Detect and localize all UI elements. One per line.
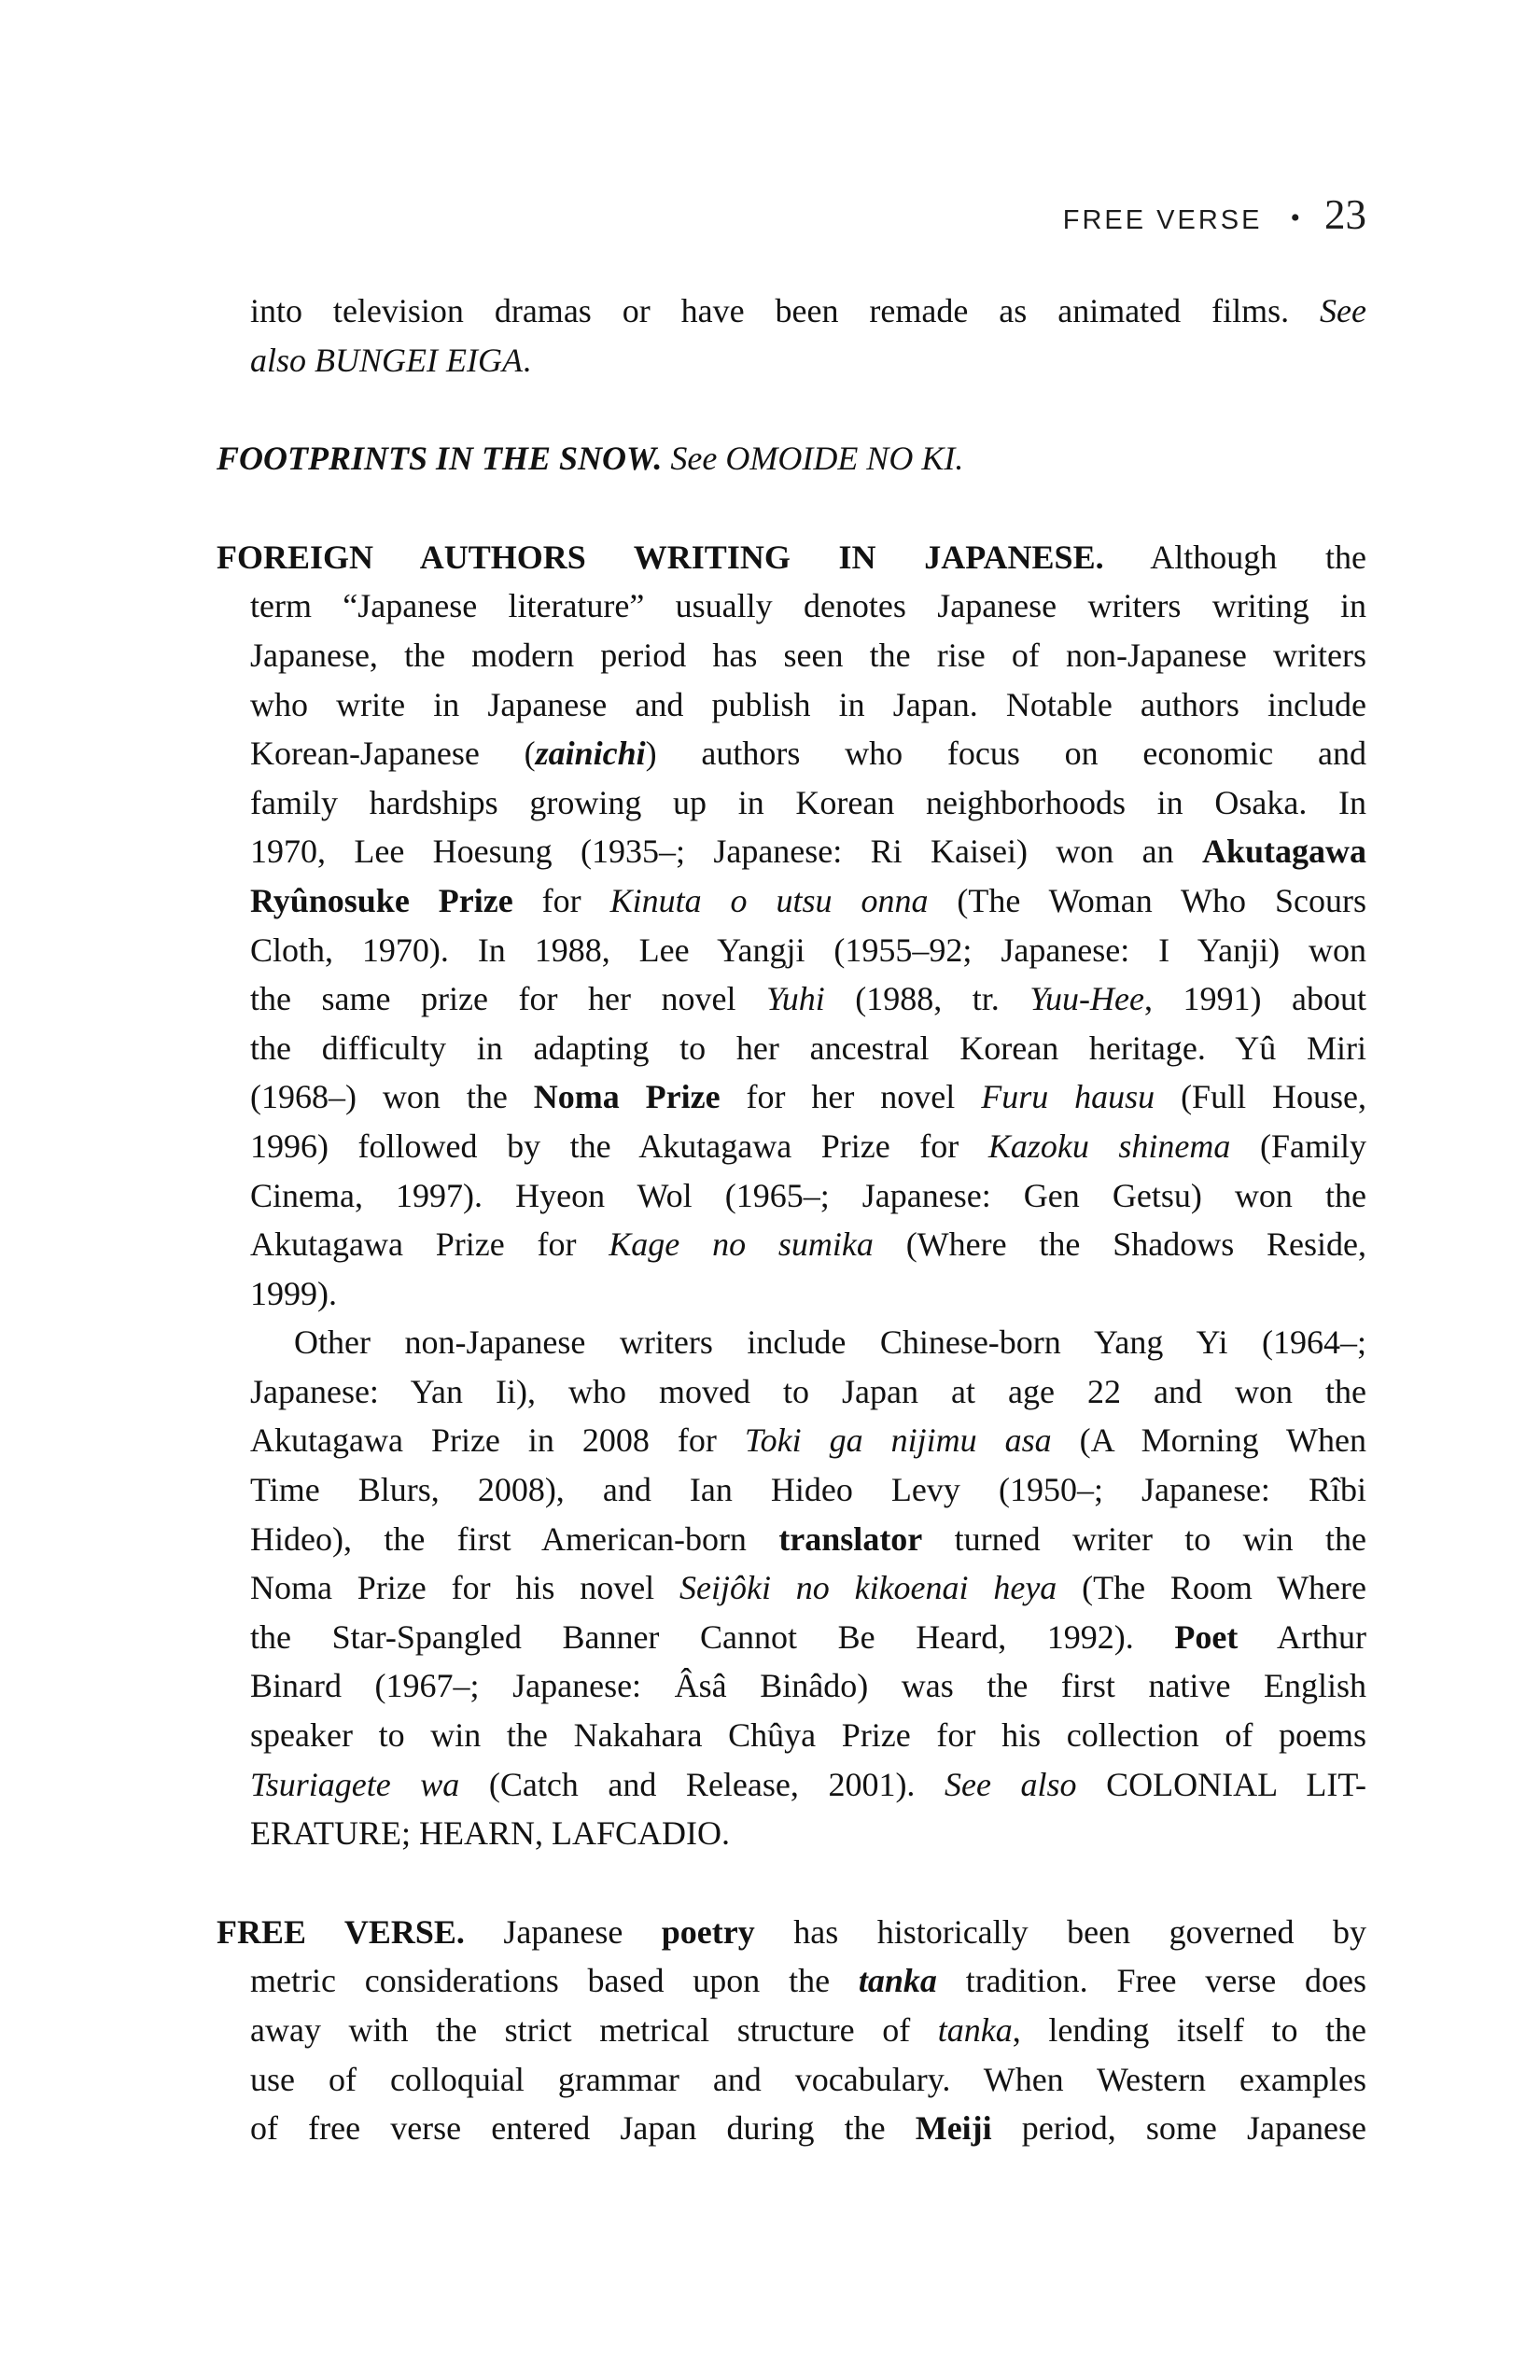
text-segment: ERATURE; HEARN, LAFCADIO. <box>250 1814 731 1853</box>
text-segment: COLONIAL LIT- <box>1076 1765 1366 1803</box>
text-segment: the difficulty in adapting to her ancestral Korean heritage. Yû Miri <box>250 1029 1366 1067</box>
text-segment: metric considerations based upon the <box>250 1962 859 2000</box>
text-segment: for <box>512 881 610 919</box>
text-segment: ) authors who focus on economic and <box>645 735 1367 773</box>
text-segment: , lending itself to the <box>1012 2011 1366 2049</box>
text-segment: Kazoku shinema <box>987 1127 1231 1165</box>
text-line <box>217 1809 1366 1858</box>
text-segment: family hardships growing up in Korean neighborhoods in Osaka. In <box>250 783 1366 821</box>
text-segment: Noma Prize for his novel <box>250 1569 679 1607</box>
entry-bungei-eiga-continuation <box>217 287 1366 385</box>
text-segment: also BUNGEI EIGA <box>250 341 523 379</box>
text-segment: tanka <box>937 2011 1013 2049</box>
text-segment: Although the <box>1103 538 1366 576</box>
text-segment: use of colloquial grammar and vocabulary. When Western examples <box>250 2060 1366 2098</box>
text-line <box>217 1563 1366 1613</box>
entry-footprints-in-the-snow <box>217 434 1366 483</box>
text-segment: 1999). <box>250 1274 337 1312</box>
text-line <box>217 1515 1366 1564</box>
text-segment: into television dramas or have been remade as animated films. <box>250 292 1321 329</box>
text-line <box>217 581 1366 631</box>
text-segment: See OMOIDE NO KI. <box>670 440 964 478</box>
text-line <box>217 1661 1366 1711</box>
text-segment: Ryûnosuke Prize <box>250 881 513 919</box>
text-line <box>217 827 1366 876</box>
text-segment: Seijôki no kikoenai heya <box>679 1569 1057 1607</box>
text-segment: Japanese: Yan Ii), who moved to Japan at age 22 and won the <box>250 1372 1366 1410</box>
entry-free-verse <box>217 1908 1366 2153</box>
text-segment: FOOTPRINTS IN THE SNOW. <box>217 440 663 478</box>
text-block <box>217 287 1366 2203</box>
text-line <box>217 434 1366 483</box>
text-segment: Japanese, the modern period has seen the rise of non-Japanese writers <box>250 636 1366 674</box>
text-line <box>217 2104 1366 2153</box>
text-line <box>217 287 1366 336</box>
text-segment: (Catch and Release, 2001). <box>459 1765 945 1803</box>
text-line <box>217 729 1366 778</box>
text-segment: (1988, tr. <box>824 980 1030 1018</box>
text-segment: Akutagawa Prize for <box>250 1225 609 1264</box>
text-segment: Furu hausu <box>981 1078 1155 1116</box>
text-segment: speaker to win the Nakahara Chûya Prize for his collection of poems <box>250 1716 1366 1755</box>
text-segment: of free verse entered Japan during the <box>250 2109 916 2148</box>
text-segment: translator <box>778 1519 923 1558</box>
text-segment: Meiji <box>915 2109 992 2148</box>
entry-foreign-authors-writing-in-japanese <box>217 533 1366 1858</box>
text-segment: the Star-Spangled Banner Cannot Be Heard, 1992). <box>250 1617 1175 1656</box>
text-segment: for her novel <box>720 1078 982 1116</box>
text-segment: Kinuta o utsu onna <box>609 881 929 919</box>
text-line <box>217 680 1366 730</box>
text-segment: (Family <box>1230 1127 1366 1165</box>
text-segment: FOREIGN AUTHORS WRITING IN JAPANESE. <box>217 538 1104 576</box>
text-line <box>217 1416 1366 1465</box>
text-segment: the same prize for her novel <box>250 980 766 1018</box>
text-segment: , 1991) about <box>1143 980 1366 1018</box>
text-segment: tanka <box>858 1962 937 2000</box>
text-segment: Yuu-Hee <box>1029 980 1144 1018</box>
text-line <box>217 336 1366 385</box>
running-title: FREE VERSE <box>1062 205 1263 235</box>
text-segment: Binard (1967–; Japanese: Âsâ Binâdo) was the first native English <box>250 1667 1366 1705</box>
text-segment: Poet <box>1174 1617 1239 1656</box>
text-segment: Akutagawa <box>1201 833 1366 871</box>
text-line <box>217 1171 1366 1221</box>
text-line <box>217 1220 1366 1269</box>
page-number: 23 <box>1324 191 1366 238</box>
text-line <box>217 778 1366 828</box>
text-line <box>217 876 1366 926</box>
text-line <box>217 1956 1366 2006</box>
text-segment: (Full House, <box>1155 1078 1366 1116</box>
text-segment: (The Room Where <box>1057 1569 1367 1607</box>
text-line <box>217 1711 1366 1760</box>
text-line <box>217 631 1366 680</box>
text-segment: See also <box>945 1765 1077 1803</box>
text-segment: has historically been governed by <box>754 1912 1366 1951</box>
text-line <box>217 1367 1366 1417</box>
text-segment: (1968–) won the <box>250 1078 534 1116</box>
text-segment: 1996) followed by the Akutagawa Prize for <box>250 1127 988 1165</box>
text-segment: Cloth, 1970). In 1988, Lee Yangji (1955–92; Japanese: I Yanji) won <box>250 931 1366 969</box>
text-segment: Time Blurs, 2008), and Ian Hideo Levy (1950–; Japanese: Rîbi <box>250 1471 1366 1509</box>
text-segment: Toki ga nijimu asa <box>744 1421 1052 1460</box>
text-segment: term “Japanese literature” usually denotes Japanese writers writing in <box>250 587 1366 625</box>
text-line <box>217 2006 1366 2055</box>
text-line <box>217 2055 1366 2105</box>
text-segment: Arthur <box>1238 1617 1366 1656</box>
text-segment: Kage no sumika <box>609 1225 874 1264</box>
text-line <box>217 926 1366 975</box>
text-segment: Cinema, 1997). Hyeon Wol (1965–; Japanese: Gen Getsu) won the <box>250 1176 1366 1214</box>
text-segment: Noma Prize <box>533 1078 721 1116</box>
text-segment: (A Morning When <box>1051 1421 1366 1460</box>
text-segment: 1970, Lee Hoesung (1935–; Japanese: Ri Kaisei) won an <box>250 833 1202 871</box>
running-header <box>1063 190 1366 239</box>
text-line <box>217 1122 1366 1171</box>
text-segment: Hideo), the first American-born <box>250 1519 779 1558</box>
text-line <box>217 1072 1366 1122</box>
text-segment: (Where the Shadows Reside, <box>873 1225 1366 1264</box>
text-segment: Yuhi <box>766 980 825 1018</box>
text-segment: period, some Japanese <box>991 2109 1366 2148</box>
text-line <box>217 974 1366 1024</box>
text-segment: away with the strict metrical structure of <box>250 2011 938 2049</box>
text-segment: See <box>1320 292 1366 329</box>
text-line <box>217 1465 1366 1515</box>
text-segment: poetry <box>661 1912 755 1951</box>
text-segment: who write in Japanese and publish in Japan. Notable authors include <box>250 685 1366 723</box>
text-segment: tradition. Free verse does <box>936 1962 1366 2000</box>
text-line <box>217 1760 1366 1810</box>
text-segment: (The Woman Who Scours <box>928 881 1366 919</box>
text-segment: FREE VERSE. <box>217 1912 465 1951</box>
text-segment: turned writer to win the <box>922 1519 1366 1558</box>
text-segment: Tsuriagete wa <box>250 1765 460 1803</box>
text-segment: Other non-Japanese writers include Chinese-born Yang Yi (1964–; <box>294 1323 1366 1362</box>
text-segment: Korean-Japanese ( <box>250 735 536 773</box>
text-line <box>217 1908 1366 1957</box>
text-line <box>217 1613 1366 1662</box>
text-line <box>217 1269 1366 1319</box>
text-segment: Akutagawa Prize in 2008 for <box>250 1421 745 1460</box>
text-segment: . <box>522 341 531 379</box>
text-line <box>217 533 1366 582</box>
text-line <box>217 1318 1366 1367</box>
text-segment: Japanese <box>464 1912 662 1951</box>
text-line <box>217 1024 1366 1073</box>
text-segment: zainichi <box>535 735 646 773</box>
bullet-separator-icon: • <box>1290 203 1300 233</box>
